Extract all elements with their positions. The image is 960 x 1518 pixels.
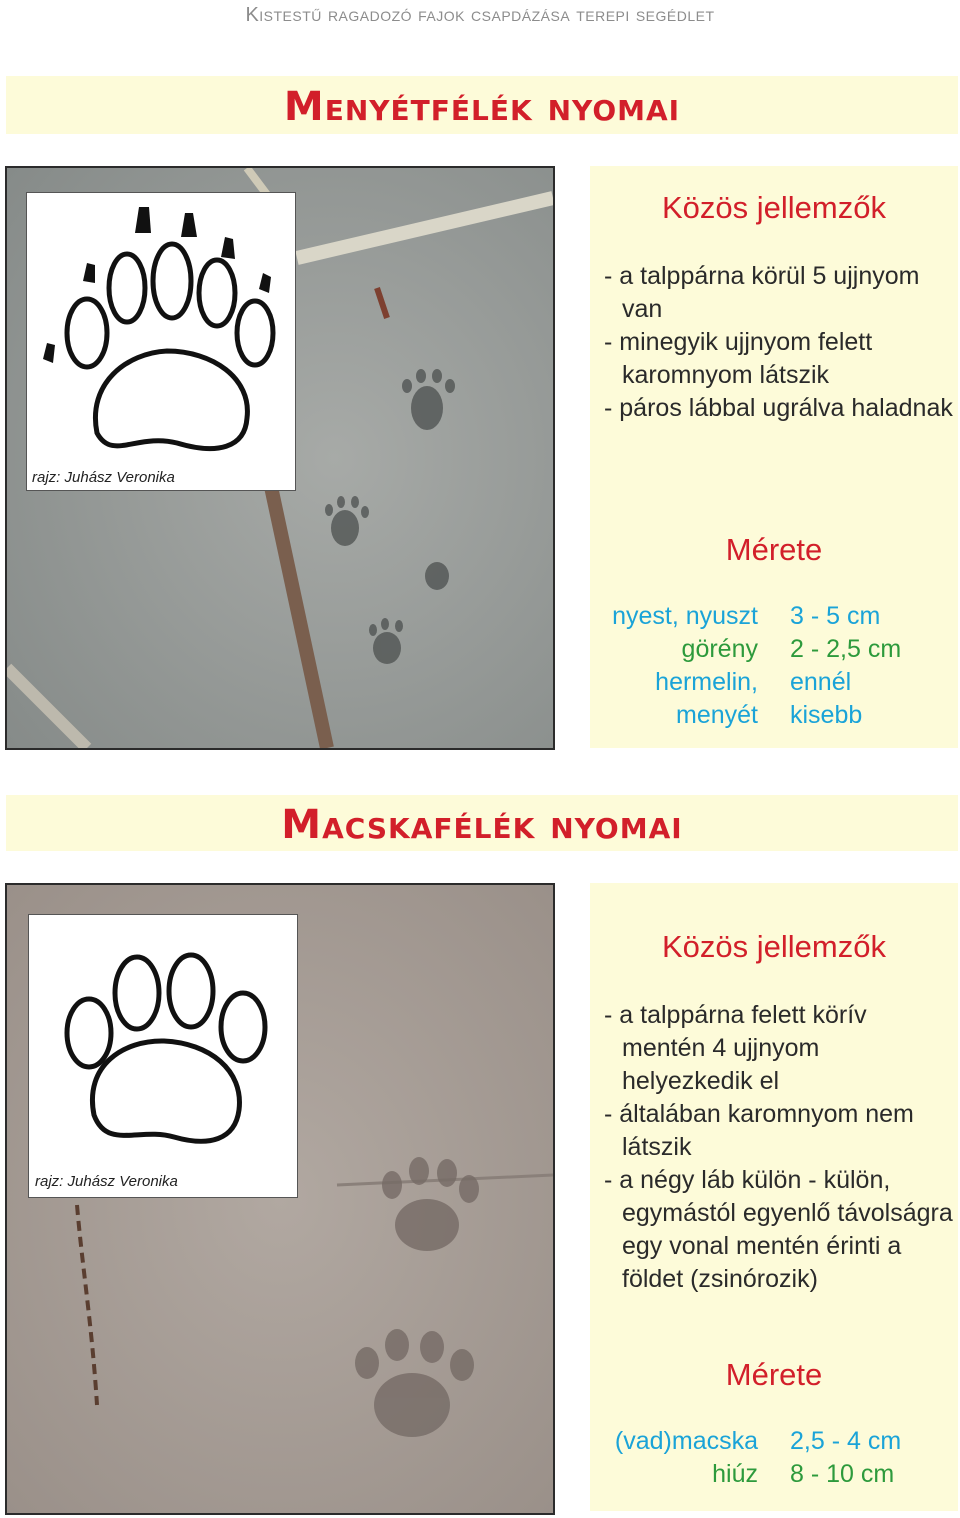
felid-info-panel [590,883,958,1511]
size-value: 8 - 10 cm [790,1460,895,1488]
feature-item: - páros lábbal ugrálva haladnak [604,392,954,425]
feature-item: - a talppárna körül 5 ujjnyom van [604,260,954,326]
size-value: 2 - 2,5 cm [790,635,902,663]
features-title: Közös jellemzők [662,929,886,964]
mustelid-paw-icon [27,193,295,490]
size-value: kisebb [790,701,863,729]
size-title: Mérete [725,532,823,567]
size-table [590,600,958,732]
features-title: Közös jellemzők [662,190,886,225]
section-title-felids: Macskafélék nyomai [6,795,958,851]
size-row [590,699,958,732]
size-value: ennél [790,668,852,696]
species-name: nyest, nyuszt [612,602,758,630]
features-list [604,999,954,1296]
drawing-credit: rajz: Juhász Veronika [32,469,175,486]
species-name: görény [681,635,758,663]
size-value: 2,5 - 4 cm [790,1427,902,1455]
size-row [590,1458,958,1491]
felid-paw-drawing [28,914,298,1198]
size-row [590,633,958,666]
species-name: hermelin, [655,668,758,696]
size-row [590,666,958,699]
species-name: hiúz [712,1460,758,1488]
felid-paw-icon [29,915,297,1197]
size-row [590,600,958,633]
size-value: 3 - 5 cm [790,602,881,630]
section-title-mustelids: Menyétfélék nyomai [6,76,958,134]
species-name: menyét [676,701,758,729]
feature-item: - a talppárna felett körív mentén 4 ujjnyom helyezkedik el [604,999,954,1098]
size-table [590,1425,958,1491]
feature-item: - minegyik ujjnyom felett karomnyom látszik [604,326,954,392]
drawing-credit: rajz: Juhász Veronika [35,1173,178,1190]
feature-item: - általában karomnyom nem látszik [604,1098,954,1164]
mustelid-info-panel [590,166,958,748]
features-list [604,260,954,425]
size-title: Mérete [725,1357,823,1392]
feature-item: - a négy láb külön - külön, egymástól egyenlő távolságra egy vonal mentén érinti a földet (zsinórozik) [604,1164,954,1296]
size-row [590,1425,958,1458]
mustelid-paw-drawing [26,192,296,491]
document-header: Kistestű ragadozó fajok csapdázása terepi segédlet [245,4,715,26]
species-name: (vad)macska [614,1427,758,1455]
